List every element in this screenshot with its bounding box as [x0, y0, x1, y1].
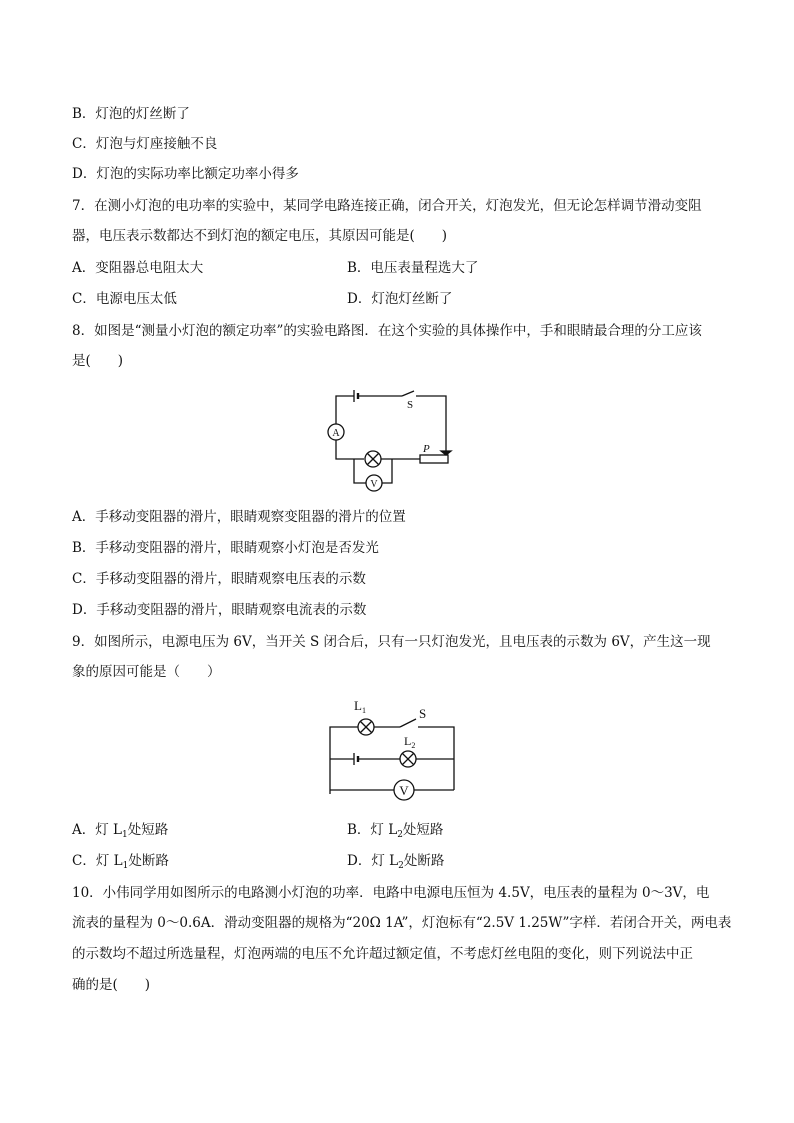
q7-option-b: B．电压表量程选大了 — [347, 260, 479, 276]
q7-option-c: C．电源电压太低 — [72, 291, 177, 307]
q8-stem-line1: 8．如图是“测量小灯泡的额定功率”的实验电路图．在这个实验的具体操作中，手和眼睛最合理的分工应该 — [72, 323, 702, 339]
q10-stem-line4: 确的是( ) — [72, 977, 151, 993]
lamp-l1-label: $L_1$ — [354, 698, 366, 715]
q9-stem-line2: 象的原因可能是（ ） — [72, 664, 221, 680]
switch-label: S — [407, 399, 414, 411]
q7-stem-line1: 7．在测小灯泡的电功率的实验中，某同学电路连接正确，闭合开关，灯泡发光，但无论怎样调节滑动变阻 — [72, 198, 702, 214]
q10-stem-line2: 流表的量程为 0～0.6A．滑动变阻器的规格为“20Ω 1A”，灯泡标有“2.5V 1.25W”字样．若闭合开关，两电表 — [72, 915, 732, 931]
switch-label: S — [419, 706, 427, 721]
rheostat-icon — [420, 455, 448, 463]
q10-stem-line1: 10．小伟同学用如图所示的电路测小灯泡的功率．电路中电源电压恒为 4.5V，电压表的量程为 0～3V，电 — [72, 885, 710, 901]
q9-option-b: B．灯 $L_2$处短路 — [347, 822, 444, 840]
q8-option-c: C．手移动变阻器的滑片，眼睛观察电压表的示数 — [72, 571, 366, 587]
q6-option-d: D．灯泡的实际功率比额定功率小得多 — [72, 166, 299, 182]
switch-icon — [400, 719, 416, 727]
q7-option-a: A．变阻器总电阻太大 — [72, 260, 204, 276]
q8-option-b: B．手移动变阻器的滑片，眼睛观察小灯泡是否发光 — [72, 540, 379, 556]
voltmeter-label: V — [399, 783, 409, 798]
q8-option-a: A．手移动变阻器的滑片，眼睛观察变阻器的滑片的位置 — [72, 509, 406, 525]
q9-option-c: C．灯 $L_1$处断路 — [72, 853, 169, 871]
q6-option-b: B．灯泡的灯丝断了 — [72, 106, 190, 122]
q8-option-d: D．手移动变阻器的滑片，眼睛观察电流表的示数 — [72, 602, 367, 618]
q9-circuit-diagram — [324, 694, 464, 806]
ammeter-label: A — [332, 428, 340, 439]
q9-option-d: D．灯 $L_2$处断路 — [347, 853, 445, 871]
q8-circuit-diagram — [320, 388, 460, 498]
slider-label: P — [423, 443, 430, 455]
voltmeter-label: V — [370, 479, 378, 490]
q7-option-d: D．灯泡灯丝断了 — [347, 291, 453, 307]
lamp-l2-label: $L_2$ — [404, 734, 416, 750]
q7-stem-line2: 器，电压表示数都达不到灯泡的额定电压，其原因可能是( ) — [72, 228, 448, 244]
switch-icon — [402, 391, 414, 396]
q6-option-c: C．灯泡与灯座接触不良 — [72, 136, 218, 152]
q10-stem-line3: 的示数均不超过所选量程，灯泡两端的电压不允许超过额定值，不考虑灯丝电阻的变化，则下列说法中正 — [72, 946, 693, 962]
q9-option-a: A．灯 $L_1$处短路 — [72, 822, 169, 840]
q9-stem-line1: 9．如图所示，电源电压为 6V，当开关 S 闭合后，只有一只灯泡发光，且电压表的示数为 6V，产生这一现 — [72, 634, 711, 650]
q8-stem-line2: 是( ) — [72, 353, 124, 369]
